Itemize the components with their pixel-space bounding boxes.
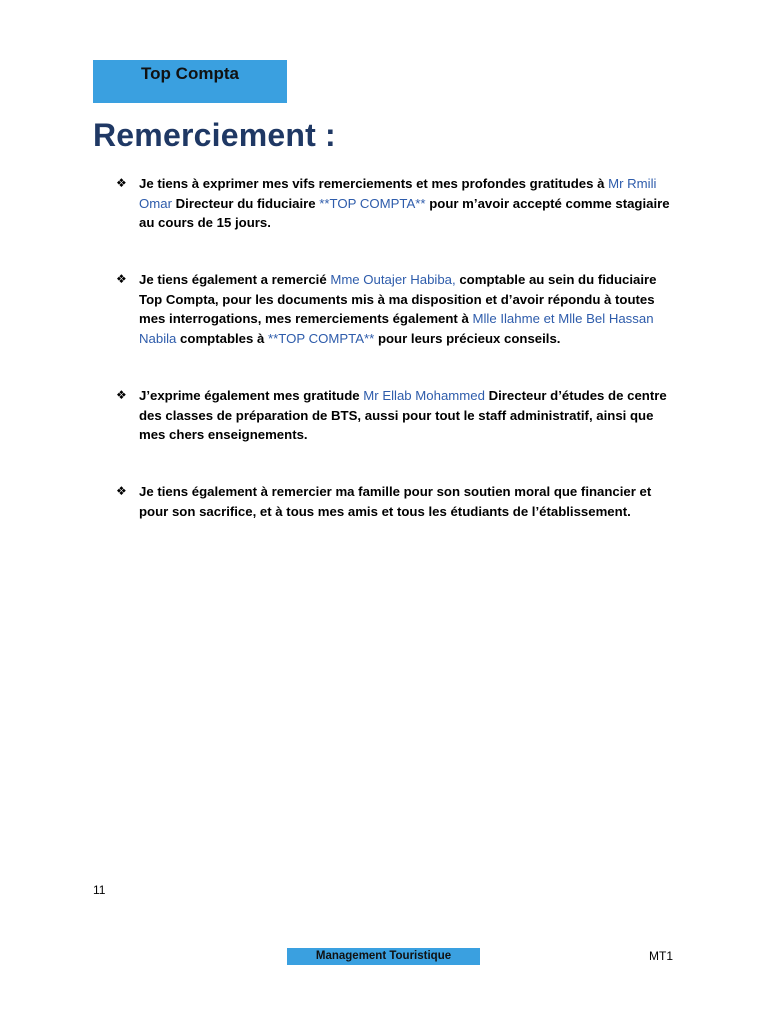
list-item — [116, 270, 679, 348]
item-text: Directeur du fiduciaire — [171, 195, 320, 211]
person-name: Mme Outajer Habiba, — [330, 272, 456, 287]
diamond-bullet-icon: ❖ — [116, 176, 127, 190]
item-text: pour m’avoir accepté comme stagiaire au cours de 15 jours. — [139, 195, 670, 230]
item-text: Directeur d’études de centre des classes de préparation de BTS, aussi pour tout le staff administratif, ainsi que mes chers enseignements. — [139, 388, 667, 442]
footer-banner — [287, 948, 480, 965]
item-text: Je tiens à exprimer mes vifs remerciements et mes profondes gratitudes à — [139, 176, 609, 191]
diamond-bullet-icon: ❖ — [116, 388, 127, 402]
item-text: Je tiens également a remercié — [139, 272, 331, 287]
footer-code: MT1 — [649, 949, 673, 963]
diamond-bullet-icon: ❖ — [116, 484, 127, 498]
header-label: Top Compta — [141, 64, 239, 83]
page-number: 11 — [93, 883, 106, 897]
item-text: J’exprime également mes gratitude — [139, 388, 364, 403]
company-name: **TOP COMPTA** — [268, 330, 375, 346]
person-name: Mr Rmili Omar — [139, 176, 657, 211]
footer-label: Management Touristique — [315, 950, 452, 962]
person-name: Mlle Ilahme et Mlle Bel Hassan Nabila — [139, 311, 654, 346]
item-text: pour leurs précieux conseils. — [374, 330, 561, 346]
item-text: comptable au sein du fiduciaire Top Compta, pour les documents mis à ma disposition et d’avoir répondu à toutes mes interrogations, mes remerciements également à — [139, 272, 657, 326]
item-text: comptables à — [176, 330, 269, 346]
item-text: Je tiens également à remercier ma famille pour son soutien moral que financier et pour son sacrifice, et à tous mes amis et tous les étudiants de l’établissement. — [139, 484, 652, 519]
list-item — [116, 482, 679, 521]
list-item — [116, 386, 679, 445]
person-name: Mr Ellab Mohammed — [363, 388, 485, 403]
diamond-bullet-icon: ❖ — [116, 272, 127, 286]
list-item — [116, 174, 679, 233]
page-title: Remerciement : — [93, 117, 336, 153]
company-name: **TOP COMPTA** — [319, 195, 426, 211]
header-banner — [93, 60, 287, 103]
